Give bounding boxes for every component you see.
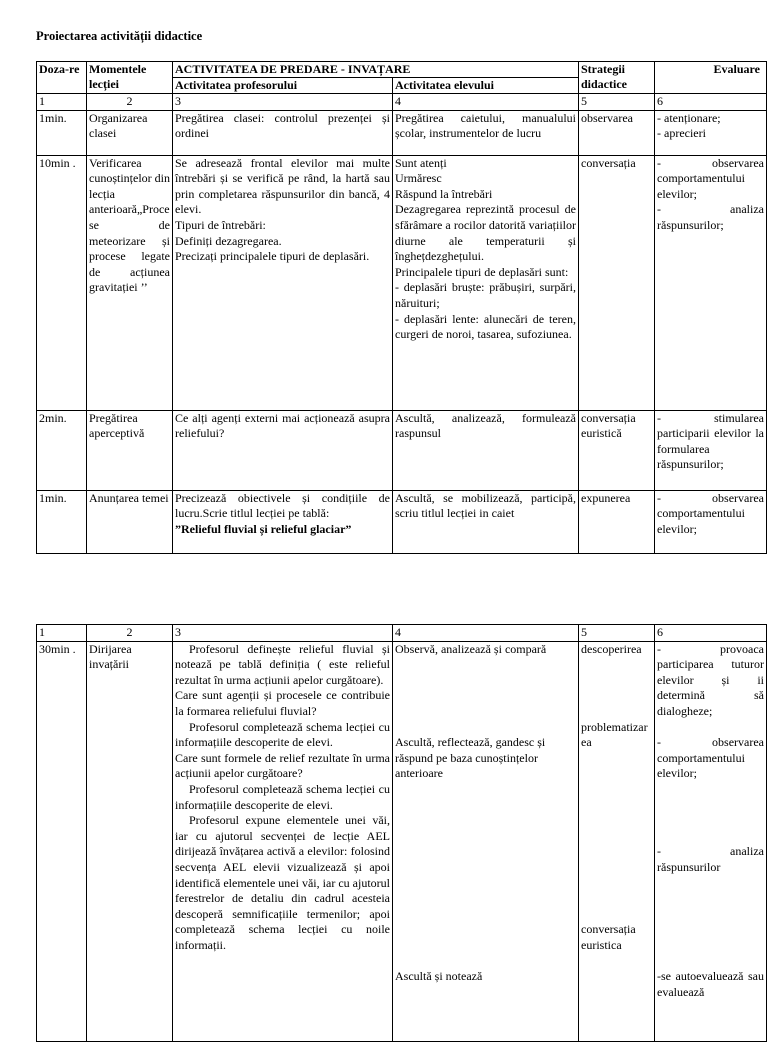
evaluare-item: - analiza răspunsurilor; bbox=[657, 202, 764, 232]
lesson-title-text: ”Relieful fluvial și relieful glaciar” bbox=[175, 521, 352, 536]
lesson-plan-table-2 bbox=[36, 624, 767, 1042]
elev-line: Ascultă, reflectează, gandesc și răspund pe baza cunoștințelor anterioare bbox=[395, 735, 546, 781]
col-number: 1 bbox=[37, 625, 87, 642]
doza-cell: 2min. bbox=[37, 410, 87, 490]
col-number: 5 bbox=[579, 94, 655, 111]
table-row bbox=[37, 641, 767, 1041]
profesor-cell bbox=[173, 490, 393, 553]
header-doza: Doza-re bbox=[37, 62, 87, 94]
moment-cell: Verificarea cunoștințelor din lecția anterioară„Procese de meteorizare și procese legate de acțiunea gravitației ’’ bbox=[87, 155, 173, 410]
number-row bbox=[37, 94, 767, 111]
lesson-plan-table-1 bbox=[36, 61, 767, 554]
col-number: 4 bbox=[393, 94, 579, 111]
doza-cell: 1min. bbox=[37, 110, 87, 155]
moment-cell: Organizarea clasei bbox=[87, 110, 173, 155]
moment-cell: Dirijarea invațării bbox=[87, 641, 173, 1041]
profesor-cell: Ce alți agenți externi mai acționează asupra reliefului? bbox=[173, 410, 393, 490]
col-number: 2 bbox=[87, 625, 173, 642]
col-number: 3 bbox=[173, 625, 393, 642]
strategie-line: problematizarea bbox=[581, 719, 648, 750]
header-momentele: Momentele lecției bbox=[87, 62, 173, 94]
profesor-line: Definiți dezagregarea. bbox=[175, 233, 282, 248]
header-row bbox=[37, 62, 767, 78]
strategie-cell: expunerea bbox=[579, 490, 655, 553]
profesor-line: Profesorul expune elementele unei văi, iar cu ajutorul secvenței de lecție AEL dirijează învățarea activă a elevilor: folosind secvența AEL elevii vizualizează și apoi identifică elementele unei văi, iar cu ajutorul ferestrelor de detaliu din cadrul acesteia descoperă semnificațiile termenilor; apoi completează schema lecției cu noile informații. bbox=[175, 813, 390, 952]
evaluare-item: - aprecieri bbox=[657, 126, 706, 141]
evaluare-item: - analiza răspunsurilor bbox=[657, 844, 764, 874]
elev-line: Urmăresc bbox=[395, 171, 442, 186]
header-strategii: Strategii didactice bbox=[579, 62, 655, 94]
elev-line: Sunt atenți bbox=[395, 155, 447, 170]
elev-cell: Ascultă, se mobilizează, participă, scriu titlul lecției in caiet bbox=[393, 490, 579, 553]
profesor-cell bbox=[173, 155, 393, 410]
header-elev: Activitatea elevului bbox=[393, 78, 579, 94]
evaluare-item: - atenționare; bbox=[657, 110, 721, 125]
table-row bbox=[37, 155, 767, 410]
evaluare-item: - observarea comportamentului elevilor; bbox=[657, 735, 764, 781]
col-number: 4 bbox=[393, 625, 579, 642]
moment-cell: Anunțarea temei bbox=[87, 490, 173, 553]
col-number: 2 bbox=[87, 94, 173, 111]
strategie-line: descoperirea bbox=[581, 641, 642, 656]
table-row bbox=[37, 110, 767, 155]
col-number: 5 bbox=[579, 625, 655, 642]
strategie-cell: observarea bbox=[579, 110, 655, 155]
evaluare-cell bbox=[655, 641, 767, 1041]
table-row bbox=[37, 490, 767, 553]
col-number: 6 bbox=[655, 94, 767, 111]
elev-line: Răspund la întrebări bbox=[395, 186, 493, 201]
elev-cell bbox=[393, 155, 579, 410]
profesor-line: Se adresează frontal elevilor mai multe întrebări și se verifică pe rând, la hartă sau prin completarea răspunsurilor din bancă, 4 elevi. bbox=[175, 155, 390, 217]
document-title: Proiectarea activității didactice bbox=[36, 29, 203, 43]
strategie-cell: conversația bbox=[579, 155, 655, 410]
doza-cell: 10min . bbox=[37, 155, 87, 410]
elev-line: Ascultă și notează bbox=[395, 969, 483, 984]
moment-cell: Pregătirea aperceptivă bbox=[87, 410, 173, 490]
header-activitatea: ACTIVITATEA DE PREDARE - INVAȚARE bbox=[173, 62, 579, 78]
elev-cell: Ascultă, analizează, formulează raspunsul bbox=[393, 410, 579, 490]
profesor-line: Profesorul definește relieful fluvial și notează pe tablă definiția ( este relieful rezultat în urma acțiunii apelor curgătoare). bbox=[175, 641, 390, 687]
header-profesor: Activitatea profesorului bbox=[173, 78, 393, 94]
profesor-line: Profesorul completează schema lecției cu informațiile descoperite de elevi. bbox=[175, 781, 390, 812]
col-number: 1 bbox=[37, 94, 87, 111]
elev-cell: Pregătirea caietului, manualului școlar, instrumentelor de lucru bbox=[393, 110, 579, 155]
profesor-line: Precizați principalele tipuri de deplasări. bbox=[175, 249, 370, 264]
profesor-cell: Pregătirea clasei: controlul prezenței și ordinei bbox=[173, 110, 393, 155]
evaluare-cell: - observarea comportamentului elevilor; bbox=[655, 490, 767, 553]
col-number: 6 bbox=[655, 625, 767, 642]
number-row bbox=[37, 625, 767, 642]
strategie-line: conversația euristica bbox=[581, 922, 636, 952]
profesor-cell bbox=[173, 641, 393, 1041]
profesor-line: Care sunt agenții și procesele ce contribuie la formarea reliefului fluvial? bbox=[175, 688, 390, 718]
evaluare-cell bbox=[655, 155, 767, 410]
profesor-line: Precizează obiectivele și condițiile de lucru.Scrie titlul lecției pe tablă: bbox=[175, 490, 390, 521]
elev-line: Observă, analizează și compară bbox=[395, 641, 547, 656]
strategie-cell: conversația euristică bbox=[579, 410, 655, 490]
elev-line: Dezagregarea reprezintă procesul de sfărâmare a rocilor datorită variațiilor diurne ale temperaturii și înghețdezghețului. bbox=[395, 202, 576, 264]
evaluare-item: -se autoevaluează sau evaluează bbox=[657, 969, 764, 999]
profesor-line: Tipuri de întrebări: bbox=[175, 217, 266, 232]
header-evaluare: Evaluare bbox=[655, 62, 767, 94]
elev-line: Principalele tipuri de deplasări sunt: bbox=[395, 264, 569, 279]
doza-cell: 1min. bbox=[37, 490, 87, 553]
table-row bbox=[37, 410, 767, 490]
col-number: 3 bbox=[173, 94, 393, 111]
profesor-line: Care sunt formele de relief rezultate în urma acțiunii apelor curgătoare? bbox=[175, 750, 390, 781]
doza-cell: 30min . bbox=[37, 641, 87, 1041]
elev-line: - deplasări bruște: prăbușiri, surpări, năruituri; bbox=[395, 280, 576, 310]
evaluare-cell: - stimularea participarii elevilor la formularea răspunsurilor; bbox=[655, 410, 767, 490]
strategie-cell bbox=[579, 641, 655, 1041]
elev-cell bbox=[393, 641, 579, 1041]
profesor-line: Profesorul completează schema lecției cu informațiile descoperite de elevi. bbox=[175, 719, 390, 750]
evaluare-item: - provoaca participarea tuturor elevilor și ii determină să dialogheze; bbox=[657, 641, 764, 718]
elev-line: - deplasări lente: alunecări de teren, curgeri de noroi, tasarea, sufoziunea. bbox=[395, 311, 576, 342]
evaluare-cell bbox=[655, 110, 767, 155]
evaluare-item: - observarea comportamentului elevilor; bbox=[657, 155, 764, 201]
